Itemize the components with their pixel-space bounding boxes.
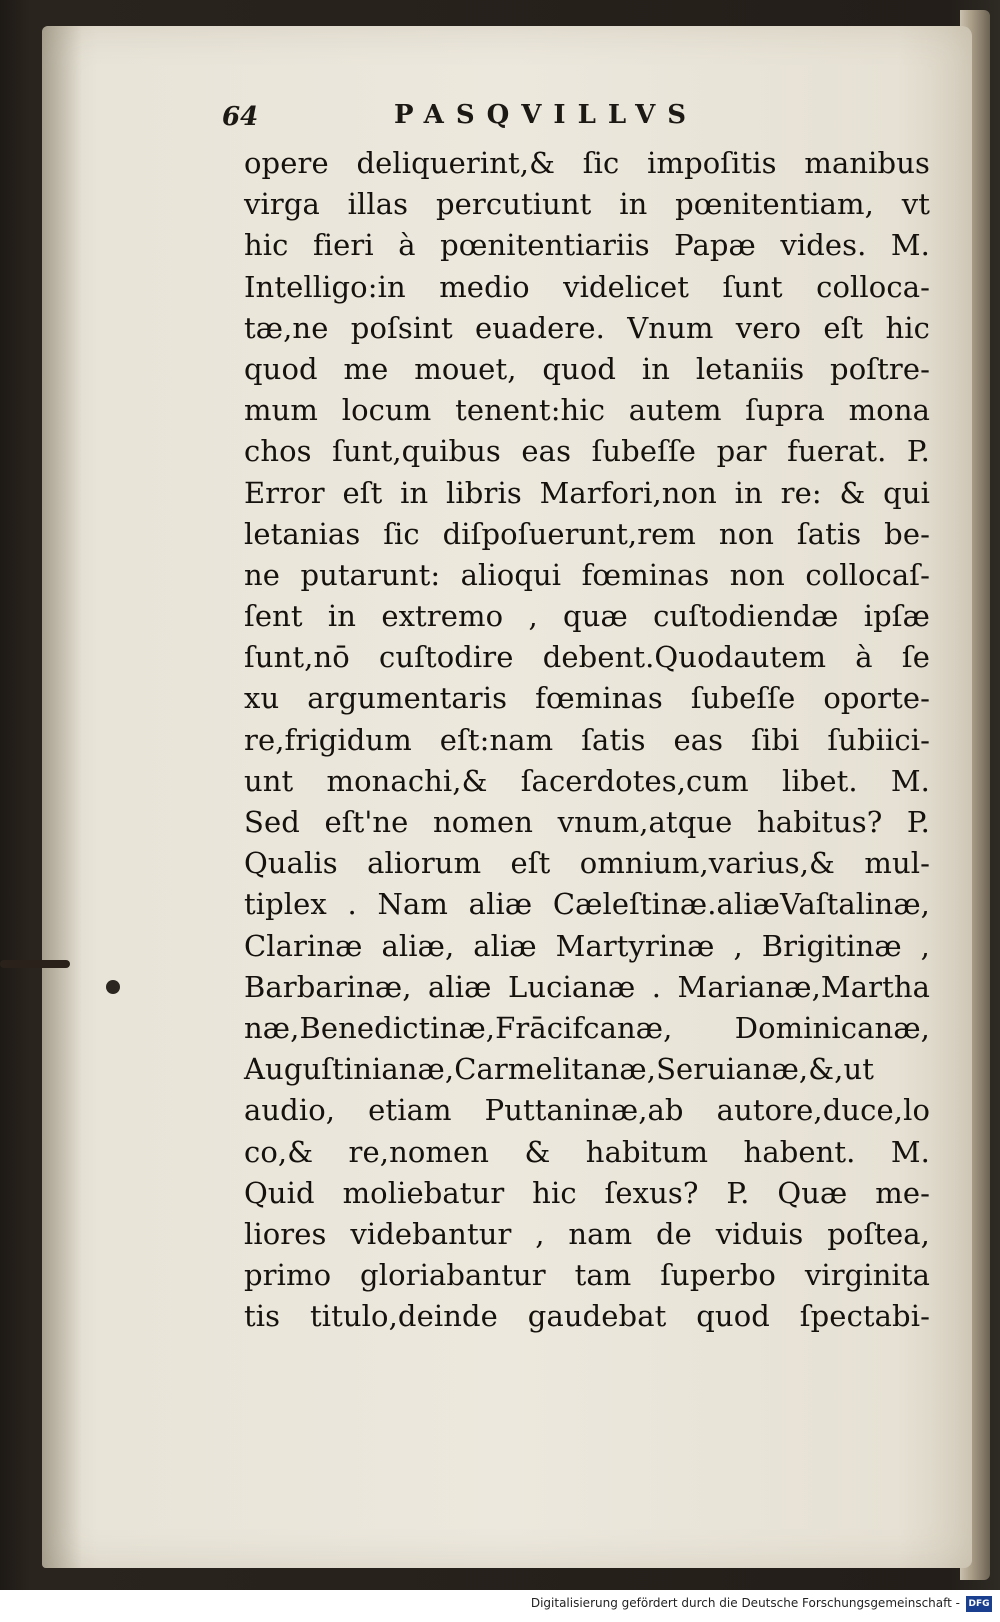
text-line: næ,Benedictinæ,Frācifcanæ, Dominicanæ, [244, 1010, 930, 1045]
text-line: Quid moliebatur hic ſexus? P. Quæ me- [244, 1175, 930, 1210]
text-line: Sed eſt'ne nomen vnum,atque habitus? P. [244, 805, 930, 839]
text-line: letanias ſic diſpoſuerunt,rem non ſatis be- [244, 516, 930, 551]
text-line: mum locum tenent:hic autem ſupra mona [244, 393, 930, 428]
text-line: ſunt,nō cuſtodire debent.Quodautem à ſe [244, 640, 930, 675]
gutter-shadow [42, 26, 82, 1568]
page-number: 64 [222, 102, 259, 132]
text-line: tæ,ne poſsint euadere. Vnum vero eſt hic [244, 310, 930, 345]
text-line: Qualis aliorum eſt omnium,varius,& mul- [244, 846, 930, 881]
text-line: chos ſunt,quibus eas ſubeſſe par fuerat. P. [244, 434, 930, 469]
text-line: re,frigidum eſt:nam ſatis eas ſibi ſubiici- [244, 722, 930, 757]
text-line: opere deliquerint,& ſic impoſitis manibus [244, 146, 930, 180]
running-title: PASQVILLVS [394, 100, 699, 130]
body-text [244, 143, 930, 1337]
text-line: audio, etiam Puttaninæ,ab autore,duce,lo [244, 1093, 930, 1128]
text-line: co,& re,nomen & habitum habent. M. [244, 1134, 930, 1169]
text-line: Error eſt in libris Marfori,non in re: & qui [244, 475, 930, 510]
text-line: Clarinæ aliæ, aliæ Martyrinæ , Brigitinæ , [244, 928, 930, 963]
text-line: hic fieri à pœnitentiariis Papæ vides. M. [244, 228, 930, 263]
text-line: quod me mouet, quod in letaniis poſtre- [244, 351, 930, 386]
text-line: xu argumentaris fœminas ſubeſſe oporte- [244, 681, 930, 716]
binding-thread [0, 960, 70, 968]
digitization-credit: Digitalisierung gefördert durch die Deutsche Forschungsgemeinschaft - [530, 1596, 960, 1610]
dfg-logo: DFG [966, 1596, 992, 1612]
text-line: tiplex . Nam aliæ Cæleſtinæ.aliæVaſtalinæ, [244, 887, 930, 922]
text-line: tis titulo,deinde gaudebat quod ſpectabi- [244, 1299, 930, 1334]
text-line: ſent in extremo , quæ cuſtodiendæ ipſæ [244, 599, 930, 634]
text-line: primo gloriabantur tam ſuperbo virginita [244, 1258, 930, 1293]
text-line: liores videbantur , nam de viduis poſtea, [244, 1216, 930, 1251]
ink-spot [106, 980, 120, 994]
text-line: Auguſtinianæ,Carmelitanæ,Seruianæ,&,ut [244, 1052, 875, 1087]
text-line: Barbarinæ, aliæ Lucianæ . Marianæ,Martha [244, 969, 930, 1004]
page-header [222, 100, 742, 140]
text-line: unt monachi,& ſacerdotes,cum libet. M. [244, 763, 930, 798]
text-line: Intelligo:in medio videlicet ſunt colloca- [244, 269, 930, 304]
text-line: ne putarunt: alioqui fœminas non collocaſ- [244, 557, 930, 592]
text-line: virga illas percutiunt in pœnitentiam, vt [244, 187, 930, 222]
